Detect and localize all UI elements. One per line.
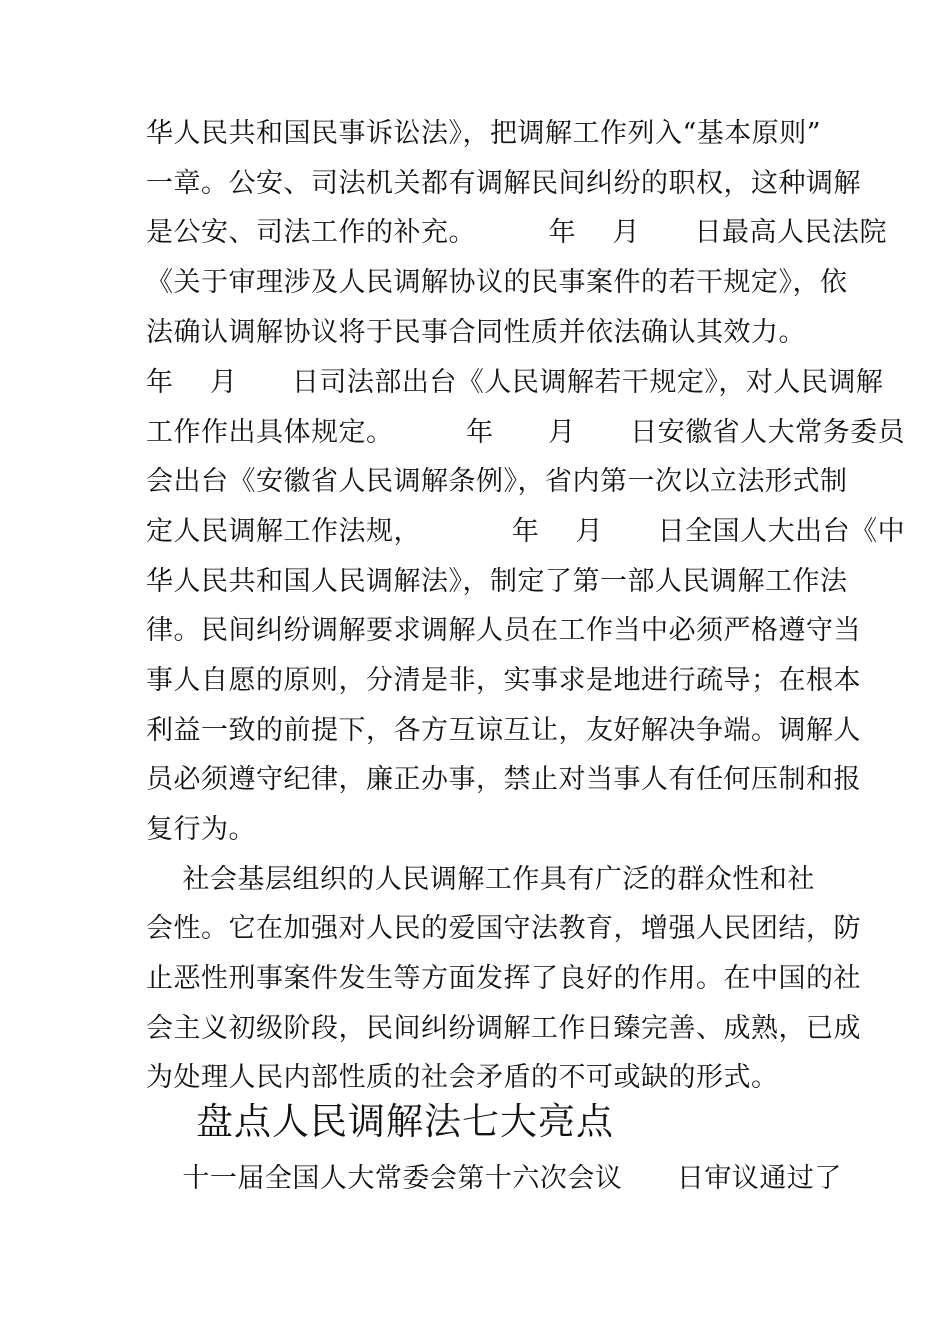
paragraph-line: 定人民调解工作法规， 年 月 日全国人大出台《中 bbox=[146, 516, 906, 547]
paragraph-line: 会性。它在加强对人民的爱国守法教育，增强人民团结，防 bbox=[146, 913, 861, 944]
paragraph-line: 一章。公安、司法机关都有调解民间纠纷的职权，这种调解 bbox=[146, 168, 861, 199]
paragraph-line: 十一届全国人大常委会第十六次会议 日审议通过了 bbox=[146, 1163, 842, 1194]
paragraph-line: 员必须遵守纪律，廉正办事，禁止对当事人有任何压制和报 bbox=[146, 764, 861, 795]
paragraph-line: 利益一致的前提下，各方互谅互让，友好解决争端。调解人 bbox=[146, 715, 861, 746]
paragraph-line: 华人民共和国民事诉讼法》，把调解工作列入“基本原则” bbox=[146, 118, 822, 149]
paragraph-line: 工作作出具体规定。 年 月 日安徽省人大常务委员 bbox=[146, 417, 906, 448]
paragraph-line: 会出台《安徽省人民调解条例》，省内第一次以立法形式制 bbox=[146, 466, 848, 497]
paragraph-line: 律。民间纠纷调解要求调解人员在工作当中必须严格遵守当 bbox=[146, 615, 861, 646]
paragraph-line: 社会基层组织的人民调解工作具有广泛的群众性和社 bbox=[146, 864, 815, 895]
paragraph-line: 法确认调解协议将于民事合同性质并依法确认其效力。 bbox=[146, 317, 806, 348]
paragraph-line: 事人自愿的原则，分清是非，实事求是地进行疏导；在根本 bbox=[146, 665, 861, 696]
paragraph-line: 复行为。 bbox=[146, 814, 256, 845]
section-heading: 盘点人民调解法七大亮点 bbox=[196, 1100, 614, 1143]
paragraph-line: 是公安、司法工作的补充。 年 月 日最高人民法院 bbox=[146, 217, 887, 248]
paragraph-line: 年 月 日司法部出台《人民调解若干规定》，对人民调解 bbox=[146, 367, 884, 398]
paragraph-line: 为处理人民内部性质的社会矛盾的不可或缺的形式。 bbox=[146, 1062, 779, 1093]
paragraph-line: 会主义初级阶段，民间纠纷调解工作日臻完善、成熟，已成 bbox=[146, 1013, 861, 1044]
paragraph-line: 华人民共和国人民调解法》，制定了第一部人民调解工作法 bbox=[146, 566, 848, 597]
paragraph-line: 止恶性刑事案件发生等方面发挥了良好的作用。在中国的社 bbox=[146, 963, 861, 994]
paragraph-line: 《关于审理涉及人民调解协议的民事案件的若干规定》，依 bbox=[146, 267, 848, 298]
